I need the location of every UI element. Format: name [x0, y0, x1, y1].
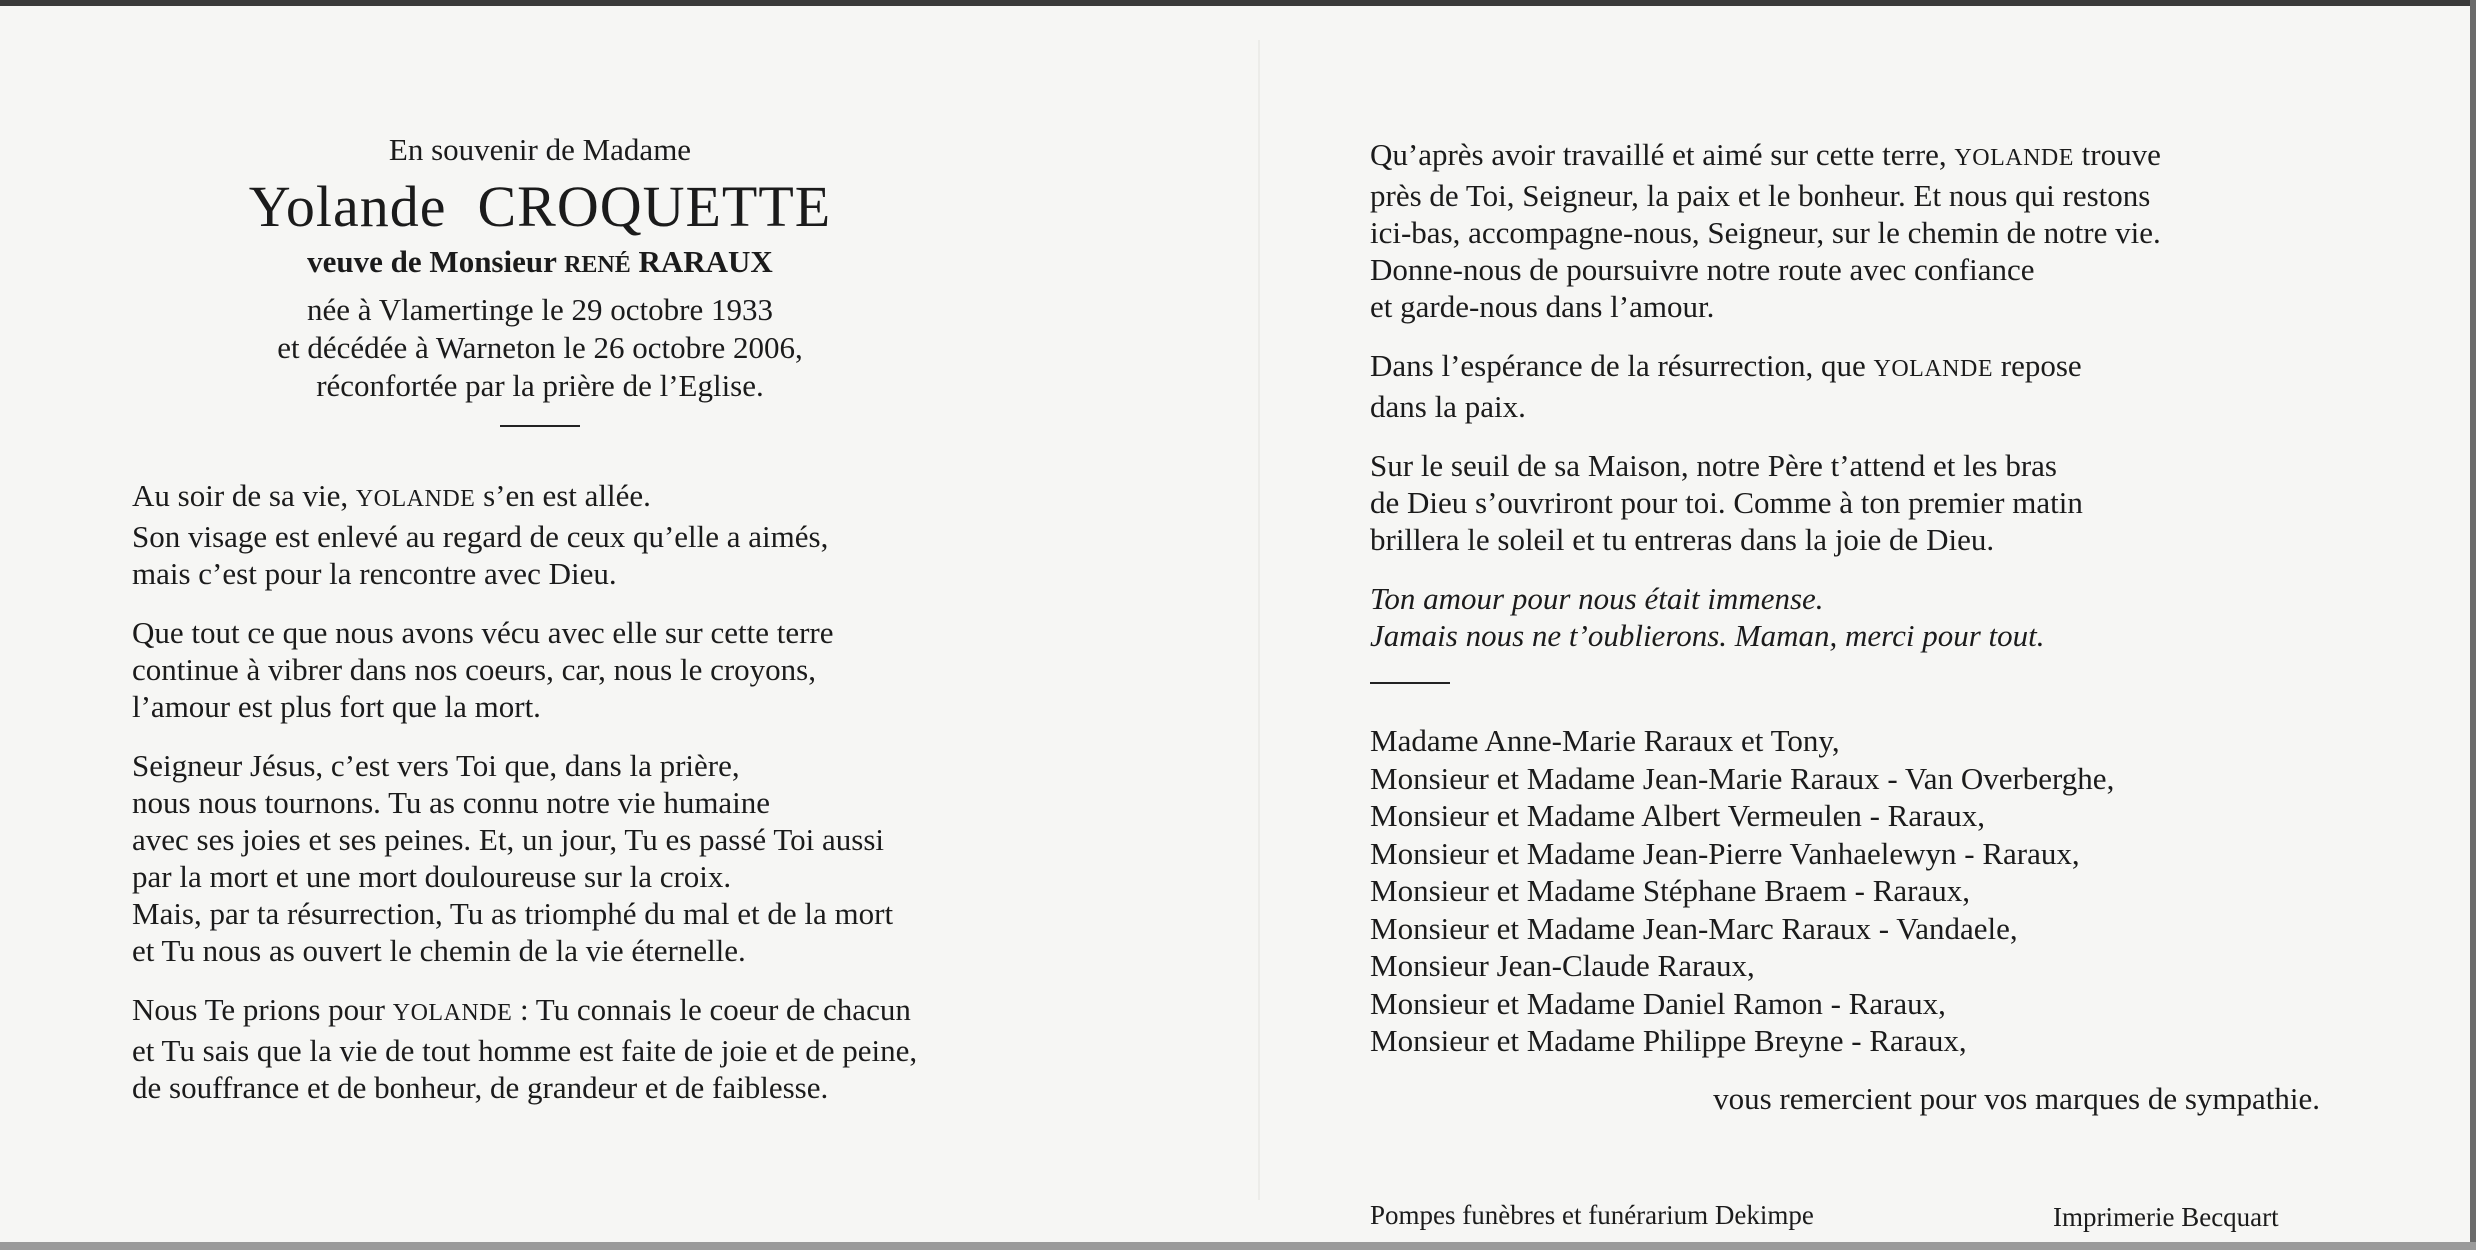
right-paragraph-3 [1370, 447, 2370, 558]
dates [132, 291, 948, 405]
family-member: Madame Anne-Marie Raraux et Tony, [1370, 723, 1840, 758]
text-line: près de Toi, Seigneur, la paix et le bonheur. Et nous qui restons [1370, 178, 2151, 213]
text-line: brillera le soleil et tu entreras dans la joie de Dieu. [1370, 522, 1995, 557]
widow-first-name: RENÉ [564, 252, 631, 278]
card-fold [1258, 40, 1260, 1200]
death-line: et décédée à Warneton le 26 octobre 2006, [277, 330, 803, 365]
text-line: nous nous tournons. Tu as connu notre vie humaine [132, 785, 771, 820]
name-fragment: YOLANDE [1954, 145, 2074, 171]
text-line: avec ses joies et ses peines. Et, un jour, Tu es passé Toi aussi [132, 822, 884, 857]
text-line [132, 991, 1132, 1032]
family-member: Monsieur et Madame Jean-Pierre Vanhaelewyn - Raraux, [1370, 835, 2080, 871]
deceased-name [132, 172, 948, 242]
widow-prefix: veuve de Monsieur [307, 244, 557, 279]
right-paragraph-2 [1370, 347, 2370, 425]
header [132, 130, 948, 427]
text-line [1370, 136, 2370, 177]
text-line: Que tout ce que nous avons vécu avec elle sur cette terre [132, 615, 834, 650]
widow-line [132, 242, 948, 285]
last-name: CROQUETTE [477, 174, 832, 239]
divider [500, 425, 580, 427]
text-line: de Dieu s’ouvriront pour toi. Comme à ton premier matin [1370, 485, 2083, 520]
left-paragraph-4 [132, 991, 1132, 1106]
left-paragraph-2 [132, 614, 1132, 725]
text-line: continue à vibrer dans nos coeurs, car, nous le croyons, [132, 652, 816, 687]
text-line: Son visage est enlevé au regard de ceux qu’elle a aimés, [132, 519, 829, 554]
text-line: ici-bas, accompagne-nous, Seigneur, sur le chemin de notre vie. [1370, 215, 2161, 250]
family-member: Monsieur Jean-Claude Raraux, [1370, 948, 1755, 983]
text-fragment: trouve [2081, 137, 2161, 172]
text-fragment: : Tu connais le coeur de chacun [519, 992, 911, 1027]
text-fragment: Dans l’espérance de la résurrection, que [1370, 348, 1866, 383]
left-column [132, 130, 1132, 1106]
right-column [1370, 136, 2370, 1117]
text-line: Seigneur Jésus, c’est vers Toi que, dans la prière, [132, 748, 740, 783]
text-line [132, 477, 1132, 518]
right-paragraph-1 [1370, 136, 2370, 325]
widow-last-name: RARAUX [638, 244, 773, 279]
text-fragment: Nous Te prions pour [132, 992, 385, 1027]
text-line: et Tu sais que la vie de tout homme est faite de joie et de peine, [132, 1033, 918, 1068]
family-member: Monsieur et Madame Albert Vermeulen - Raraux, [1370, 798, 1985, 833]
text-fragment: Qu’après avoir travaillé et aimé sur cette terre, [1370, 137, 1947, 172]
text-line: dans la paix. [1370, 389, 1526, 424]
left-paragraph-3 [132, 747, 1132, 969]
divider [1370, 682, 1450, 684]
text-line: Donne-nous de poursuivre notre route avec confiance [1370, 252, 2035, 287]
text-line: Sur le seuil de sa Maison, notre Père t’attend et les bras [1370, 448, 2057, 483]
family-member: Monsieur et Madame Daniel Ramon - Raraux, [1370, 985, 1946, 1021]
text-line: l’amour est plus fort que la mort. [132, 689, 541, 724]
name-fragment: YOLANDE [392, 1000, 513, 1026]
right-paragraph-4 [1370, 580, 2370, 654]
family-member: Monsieur et Madame Philippe Breyne - Raraux, [1370, 1023, 1967, 1058]
text-fragment: Au soir de sa vie, [132, 478, 349, 513]
text-line: Mais, par ta résurrection, Tu as triomphé du mal et de la mort [132, 896, 894, 931]
text-line: et garde-nous dans l’amour. [1370, 289, 1715, 324]
birth-line: née à Vlamertinge le 29 octobre 1933 [307, 292, 773, 327]
scan-edge-bottom [0, 1242, 2476, 1250]
text-line: Jamais nous ne t’oublierons. Maman, merci pour tout. [1370, 618, 2045, 653]
family-member: Monsieur et Madame Jean-Marie Raraux - Van Overberghe, [1370, 760, 2115, 796]
scan-edge-right [2470, 0, 2476, 1250]
printer-credit: Imprimerie Becquart [2053, 1202, 2279, 1232]
first-name: Yolande [248, 174, 447, 239]
family-member: Monsieur et Madame Jean-Marc Raraux - Vandaele, [1370, 910, 2018, 946]
thanks-line: vous remercient pour vos marques de sympathie. [1713, 1080, 2320, 1116]
text-fragment: repose [2000, 348, 2082, 383]
scan-edge-top [0, 0, 2476, 6]
text-line [1370, 347, 2370, 388]
text-fragment: s’en est allée. [483, 478, 651, 513]
text-line: de souffrance et de bonheur, de grandeur et de faiblesse. [132, 1070, 829, 1105]
text-line: mais c’est pour la rencontre avec Dieu. [132, 556, 617, 591]
comfort-line: réconfortée par la prière de l’Eglise. [316, 368, 764, 403]
intro-line: En souvenir de Madame [388, 132, 692, 167]
left-paragraph-1 [132, 477, 1132, 592]
text-line: Ton amour pour nous était immense. [1370, 581, 1824, 616]
text-line: par la mort et une mort douloureuse sur la croix. [132, 859, 732, 894]
text-line: et Tu nous as ouvert le chemin de la vie éternelle. [132, 933, 746, 968]
family-list [1370, 722, 2370, 1060]
name-fragment: YOLANDE [1873, 356, 1993, 382]
family-member: Monsieur et Madame Stéphane Braem - Raraux, [1370, 873, 1971, 908]
funeral-home-credit: Pompes funèbres et funérarium Dekimpe [1370, 1200, 1814, 1230]
name-fragment: YOLANDE [355, 486, 476, 512]
